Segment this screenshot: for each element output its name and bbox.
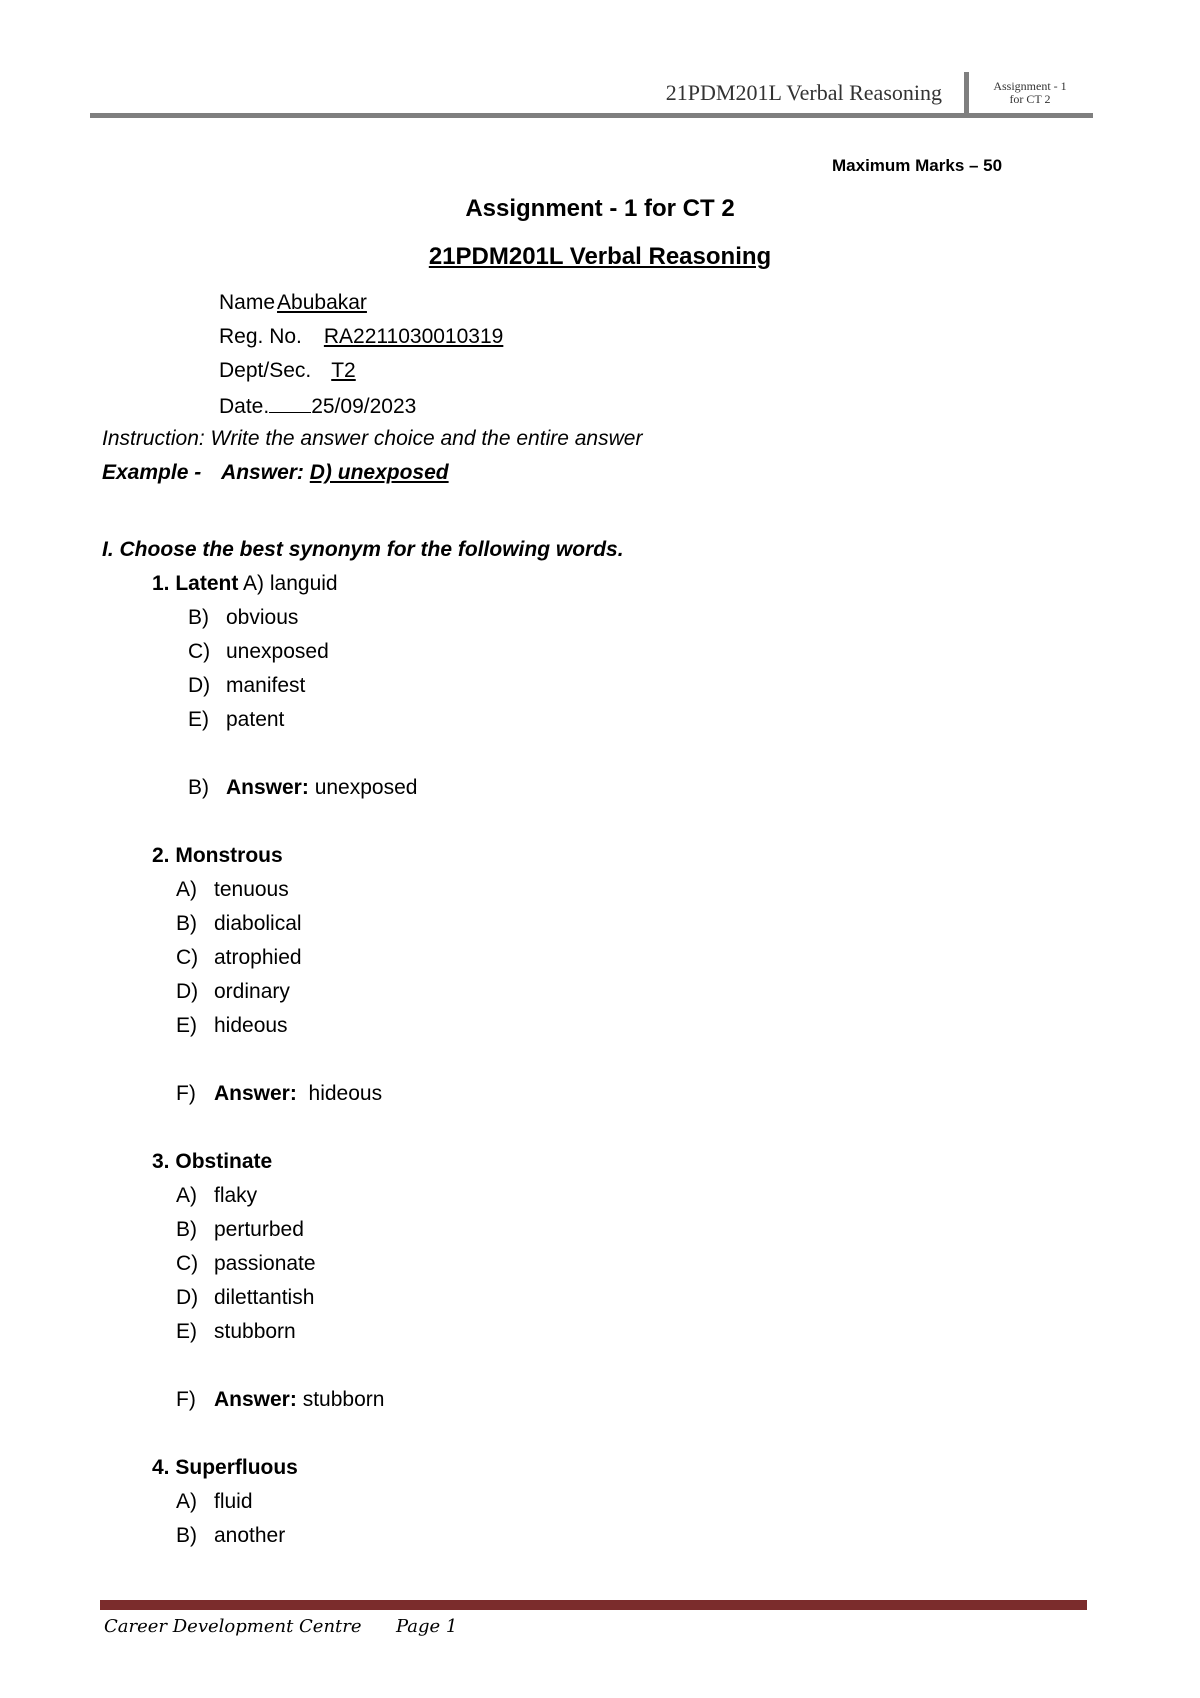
dept-sec-label: Dept/Sec. — [219, 359, 312, 382]
option-row: A) fluid — [176, 1490, 253, 1513]
maximum-marks: Maximum Marks – 50 — [832, 156, 1003, 175]
option-row: D) manifest — [188, 674, 306, 697]
footer-page-number: Page 1 — [396, 1616, 458, 1637]
header-tag — [980, 80, 1080, 106]
option-row: D) ordinary — [176, 980, 290, 1003]
reg-no-value: RA2211030010319 — [323, 325, 504, 348]
example-label: Example - — [102, 461, 202, 484]
footer-rule — [100, 1600, 1087, 1610]
question-number: 1. — [152, 572, 170, 595]
question-3: 3. Obstinate — [152, 1150, 273, 1173]
header-tag-line2: for CT 2 — [1009, 92, 1051, 106]
header-rule — [90, 113, 1093, 118]
option-row: C) atrophied — [176, 946, 302, 969]
option-row: A) flaky — [176, 1184, 258, 1207]
dept-sec-value: T2 — [331, 359, 356, 382]
question-2: 2. Monstrous — [152, 844, 283, 867]
date-field — [219, 392, 416, 420]
date-label: Date. — [219, 395, 270, 418]
reg-no-label: Reg. No. — [219, 325, 302, 348]
header-divider — [964, 72, 969, 114]
option-row: D) dilettantish — [176, 1286, 315, 1309]
question-word: Latent — [175, 572, 239, 595]
page-subtitle: 21PDM201L Verbal Reasoning — [428, 243, 772, 270]
section-heading: I. Choose the best synonym for the following words. — [102, 538, 624, 561]
reg-no-field — [219, 324, 535, 350]
answer-row: B) Answer: unexposed — [188, 776, 418, 799]
answer-row: F) Answer: hideous — [176, 1082, 383, 1105]
question-inline-option: A) languid — [243, 572, 338, 595]
name-label: Name — [219, 291, 276, 314]
name-value: Abubakar — [277, 291, 367, 314]
page-title: Assignment - 1 for CT 2 — [465, 195, 735, 222]
dept-sec-field — [219, 358, 398, 384]
answer-row: F) Answer: stubborn — [176, 1388, 385, 1411]
question-4: 4. Superfluous — [152, 1456, 298, 1479]
option-row: B) obvious — [188, 606, 299, 629]
option-row: B) diabolical — [176, 912, 302, 935]
example-line — [102, 460, 449, 486]
option-row: C) passionate — [176, 1252, 316, 1275]
footer-centre-name: Career Development Centre — [104, 1616, 362, 1637]
header-tag-line1: Assignment - 1 — [993, 79, 1067, 93]
option-row: E) stubborn — [176, 1320, 296, 1343]
option-row: B) perturbed — [176, 1218, 304, 1241]
instruction-text: Instruction: Write the answer choice and the entire answer — [102, 427, 643, 450]
header-course-title: 21PDM201L Verbal Reasoning — [665, 80, 942, 105]
example-answer-value: D) unexposed — [309, 461, 449, 484]
example-answer-label: Answer: — [221, 461, 304, 484]
date-value: 25/09/2023 — [311, 395, 417, 418]
option-row: B) another — [176, 1524, 286, 1547]
option-row: A) tenuous — [176, 878, 289, 901]
option-row: C) unexposed — [188, 640, 329, 663]
question-1 — [152, 571, 338, 597]
option-row: E) hideous — [176, 1014, 288, 1037]
option-row: E) patent — [188, 708, 285, 731]
date-blank — [269, 392, 311, 413]
name-field — [219, 290, 457, 316]
